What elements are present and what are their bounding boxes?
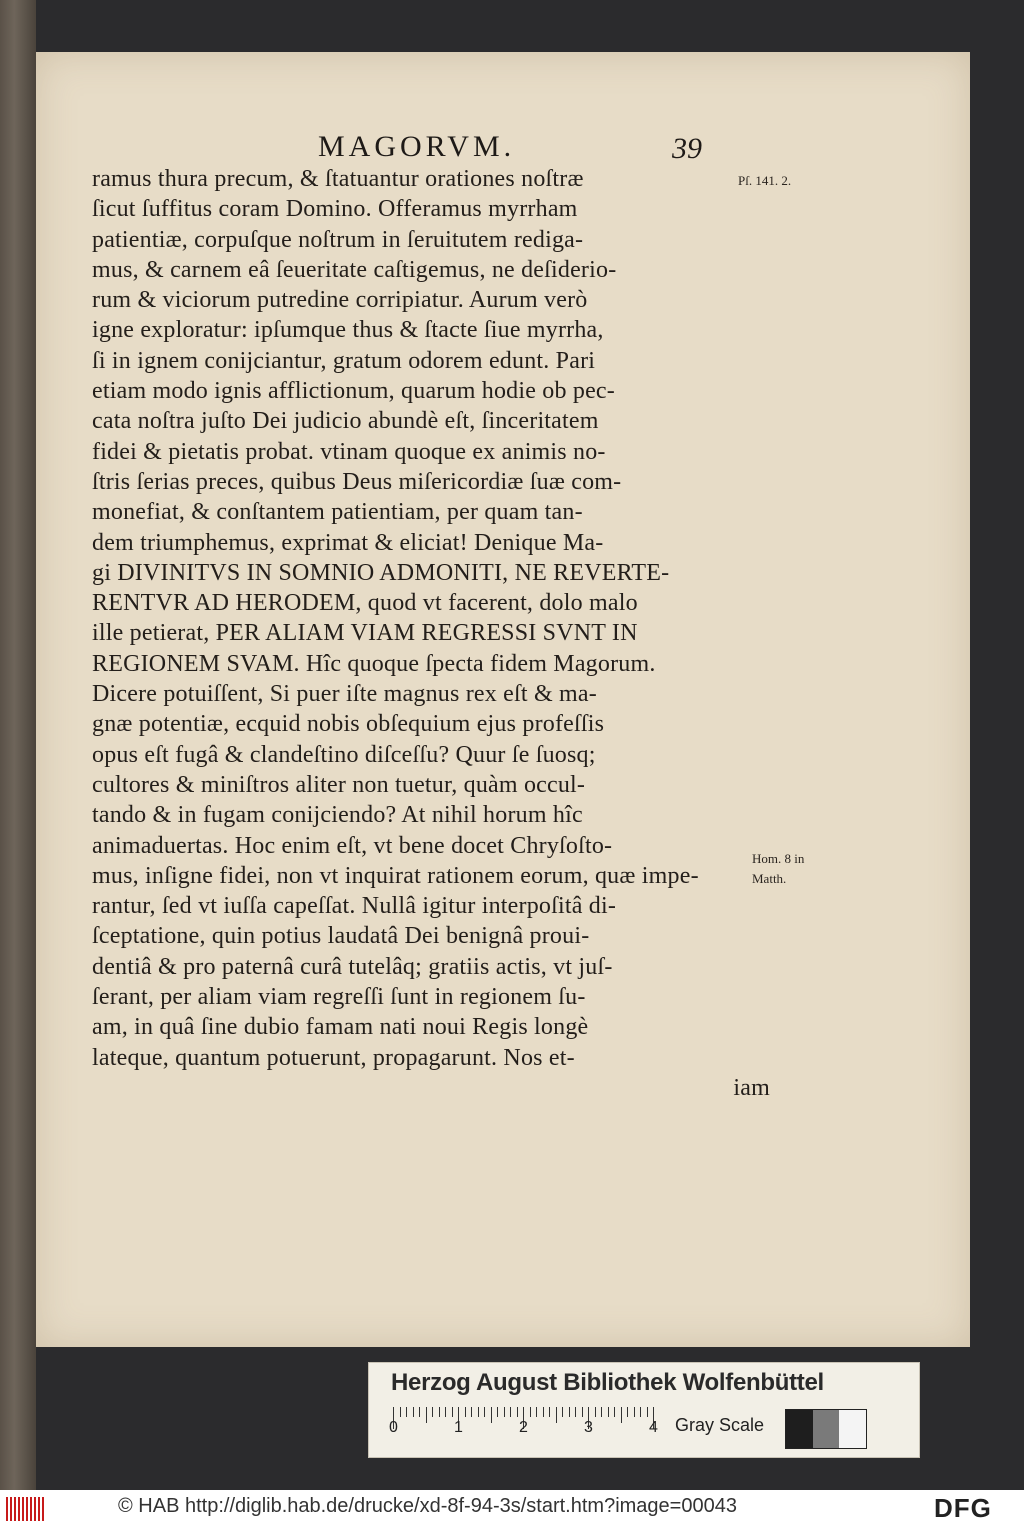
gray-scale-swatches [785,1409,867,1449]
text-line: mus, & carnem eâ ſeueritate caſtigemus, ne deſiderio- [92,256,617,283]
footer-url[interactable]: © HAB http://diglib.hab.de/drucke/xd-8f-94-3s/start.htm?image=00043 [118,1495,737,1517]
ruler-tick [504,1407,505,1417]
ruler-tick [452,1407,453,1417]
ruler-tick [432,1407,433,1417]
ruler-tick [608,1407,609,1417]
ruler-number: 3 [584,1419,593,1436]
ruler-tick [640,1407,641,1417]
text-line: patientiæ, corpuſque noſtrum in ſeruitutem rediga- [92,226,584,253]
ruler-tick [465,1407,466,1417]
ruler-number: 4 [649,1419,658,1436]
gray-swatch [786,1410,813,1448]
ruler-tick [634,1407,635,1417]
ruler-tick [595,1407,596,1417]
text-line: dem triumphemus, exprimat & eliciat! Denique Ma- [92,529,604,556]
text-line: dentiâ & pro paternâ curâ tutelâq; gratiis actis, vt juſ- [92,953,613,980]
ruler-tick [556,1407,557,1423]
text-line: opus eſt fugâ & clandeſtino diſceſſu? Quur ſe ſuosq; [92,741,596,768]
text-line: cultores & miniſtros aliter non tuetur, quàm occul- [92,771,586,798]
ruler-number: 2 [519,1419,528,1436]
catchword: iam [733,1074,770,1101]
ruler-tick [478,1407,479,1417]
book-edge [0,0,36,1490]
ruler-tick [575,1407,576,1417]
text-line: ſceptatione, quin potius laudatâ Dei benignâ proui- [92,923,590,950]
margin-note-matthew: Matth. [752,871,787,886]
ruler-tick [517,1407,518,1417]
text-line: lateque, quantum potuerunt, propagarunt. Nos et- [92,1044,575,1071]
ruler-tick [491,1407,492,1423]
text-line: REGIONEM SVAM. Hîc quoque ſpecta fidem Magorum. [92,650,656,677]
ruler-tick [543,1407,544,1417]
ruler-tick [536,1407,537,1417]
ruler-tick [419,1407,420,1417]
ruler-number: 1 [454,1419,463,1436]
text-line: ille petierat, PER ALIAM VIAM REGRESSI SVNT IN [92,620,638,647]
text-line: tando & in fugam conijciendo? At nihil horum hîc [92,802,583,829]
text-line: RENTVR AD HERODEM, quod vt facerent, dolo malo [92,590,638,617]
text-line: animaduertas. Hoc enim eſt, vt bene docet Chryſoſto- [92,832,613,859]
ruler-tick [439,1407,440,1417]
text-line: ramus thura precum, & ſtatuantur orationes noſtræ [92,166,584,192]
ruler-tick [621,1407,622,1423]
footer-bar [0,1490,1024,1527]
ruler-tick [413,1407,414,1417]
gray-swatch [839,1410,866,1448]
ruler-tick [549,1407,550,1417]
text-line: rantur, ſed vt iuſſa capeſſat. Nullâ igitur interpoſitâ di- [92,893,617,920]
text-line: gnæ potentiæ, ecquid nobis obſequium ejus profeſſis [92,711,605,738]
text-line: cata noſtra juſto Dei judicio abundè eſt, ſinceritatem [92,408,599,435]
ruler-tick [569,1407,570,1417]
text-line: etiam modo ignis afflictionum, quarum hodie ob pec- [92,378,615,405]
text-line: rum & viciorum putredine corripiatur. Aurum verò [92,287,588,314]
page-number: 39 [672,132,702,165]
text-line: monefiat, & conſtantem patientiam, per quam tan- [92,499,583,526]
ruler-number: 0 [389,1419,398,1436]
dfg-logo: DFG [934,1493,992,1523]
text-line: ſerant, per aliam viam regreſſi ſunt in regionem ſu- [92,984,586,1011]
ruler-tick [426,1407,427,1423]
gray-scale-label: Gray Scale [675,1415,765,1435]
ruler-tick [471,1407,472,1417]
text-block [92,164,770,1103]
text-line: mus, inſigne fidei, non vt inquirat rationem eorum, quæ impe- [92,862,699,889]
ruler-tick [627,1407,628,1417]
text-line: fidei & pietatis probat. vtinam quoque ex animis no- [92,438,606,465]
ruler-tick [582,1407,583,1417]
ruler-tick [497,1407,498,1417]
text-line: am, in quâ ſine dubio famam nati noui Regis longè [92,1014,589,1041]
gray-swatch [813,1410,840,1448]
ruler-tick [400,1407,401,1417]
text-line: ſicut ſuffitus coram Domino. Offeramus myrrham [92,196,578,223]
ruler-tick [562,1407,563,1417]
ruler-tick [406,1407,407,1417]
library-name: Herzog August Bibliothek Wolfenbüttel [391,1369,824,1396]
text-line: igne exploratur: ipſumque thus & ſtacte ſiue myrrha, [92,317,604,344]
text-line: Dicere potuiſſent, Si puer iſte magnus rex eſt & ma- [92,681,597,708]
library-color-card [368,1362,920,1458]
margin-note-psalm: Pſ. 141. 2. [738,173,792,188]
ruler-tick [601,1407,602,1417]
ruler-tick [647,1407,648,1417]
ruler-tick [510,1407,511,1417]
ruler-tick [530,1407,531,1417]
text-line: ſi in ignem conijciantur, gratum odorem edunt. Pari [92,347,596,374]
text-line: ſtris ſerias preces, quibus Deus miſericordiæ ſuæ com- [92,468,622,495]
text-line: gi DIVINITVS IN SOMNIO ADMONITI, NE REVERTE- [92,559,670,586]
ruler-tick [614,1407,615,1417]
running-head: MAGORVM. [318,130,516,163]
ruler-tick [445,1407,446,1417]
margin-note-homily: Hom. 8 in [752,851,805,866]
ruler-tick [484,1407,485,1417]
hab-logo-icon [6,1497,46,1521]
